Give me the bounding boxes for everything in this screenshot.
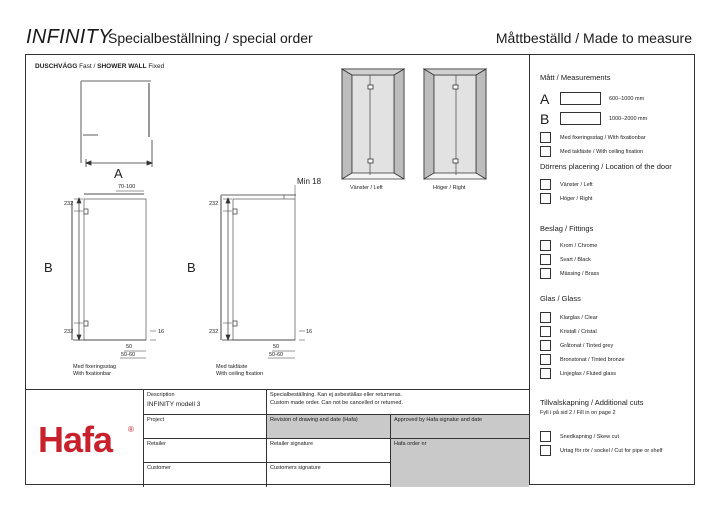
measure-b-letter: B: [540, 111, 550, 127]
order-form-frame: [25, 54, 695, 485]
label-b-right: B: [187, 260, 196, 275]
option-label: Höger / Right: [560, 195, 593, 202]
retailer-cell[interactable]: Retailer: [143, 438, 266, 462]
customer-signature-cell[interactable]: Customers signature: [266, 462, 390, 487]
dim-50-b: 50: [273, 344, 280, 350]
dim-232-b: 232: [64, 329, 74, 335]
option-label: Svart / Black: [560, 256, 591, 263]
perspective-left: [342, 69, 404, 179]
checkbox[interactable]: [540, 340, 551, 351]
cuts-heading: Tillvalskapning / Additional cuts: [540, 398, 644, 407]
special-note-en: Custom made order. Can not be cancelled or returned.: [270, 399, 403, 406]
checkbox[interactable]: [540, 254, 551, 265]
option-fluted[interactable]: [540, 368, 616, 379]
logo-wordmark: Hafa: [38, 420, 113, 458]
technical-drawings: [26, 55, 526, 389]
checkbox[interactable]: [540, 354, 551, 365]
special-note-sv: Specialbeställning. Kan ej avbeställas eller returneras.: [270, 392, 403, 398]
option-label: Med fixeringsstag / With fixationbar: [560, 134, 646, 141]
option-fixation-bar[interactable]: [540, 132, 646, 143]
label-a: A: [114, 166, 123, 181]
title-shower-wall: SHOWER WALL: [97, 63, 147, 70]
checkbox[interactable]: [540, 431, 551, 442]
option-tinted-bronze[interactable]: [540, 354, 625, 365]
checkbox[interactable]: [540, 312, 551, 323]
option-black[interactable]: [540, 254, 591, 265]
measurements-heading: Mått / Measurements: [540, 73, 611, 82]
option-label: Klarglas / Clear: [560, 314, 598, 321]
option-door-left[interactable]: [540, 179, 593, 190]
project-cell[interactable]: Project: [143, 414, 266, 438]
cuts-subheading: Fyll i på sid 2 / Fill in on page 2: [540, 410, 616, 416]
measure-b-input[interactable]: [560, 112, 601, 125]
dim-232-d: 232: [209, 329, 219, 335]
checkbox[interactable]: [540, 268, 551, 279]
door-heading: Dörrens placering / Location of the door: [540, 162, 672, 171]
dim-50-60-a: 50-60: [121, 352, 136, 358]
elevation-ceiling-fixation: [221, 185, 305, 358]
label-b-left: B: [44, 260, 53, 275]
dim-50-60-b: 50-60: [269, 352, 284, 358]
revision-cell[interactable]: Revision of drawing and date (Hafa): [266, 414, 390, 438]
description-label: Description: [147, 392, 175, 398]
option-label: Urtag för rör / sockel / Cut for pipe or shelf: [560, 447, 663, 454]
option-ceiling-fixation[interactable]: [540, 146, 643, 157]
view-left-label: Vänster / Left: [350, 185, 383, 191]
option-label: Snedkapning / Skew cut: [560, 433, 620, 440]
dim-70-100: 70-100: [118, 184, 136, 190]
plan-view: [81, 81, 152, 167]
elevation-fixation-bar: [72, 191, 156, 358]
checkbox[interactable]: [540, 240, 551, 251]
description-value: INFINITY modell 3: [147, 400, 201, 408]
panel-divider: [529, 55, 530, 484]
model-title: INFINITY: [26, 26, 112, 48]
option-label: Krom / Chrome: [560, 242, 598, 249]
description-cell: [143, 390, 266, 414]
options-panel: [538, 55, 688, 484]
option-cristal[interactable]: [540, 326, 597, 337]
dim-232-c: 232: [209, 201, 219, 207]
measure-a-letter: A: [540, 91, 550, 107]
option-label: Mässing / Brass: [560, 270, 600, 277]
option-clear[interactable]: [540, 312, 598, 323]
option-label: Vänster / Left: [560, 181, 593, 188]
checkbox[interactable]: [540, 193, 551, 204]
dim-50-a: 50: [126, 344, 133, 350]
hafa-order-cell[interactable]: Hafa order nr: [390, 438, 529, 487]
checkbox[interactable]: [540, 326, 551, 337]
dim-min-18: Min 18: [297, 177, 322, 186]
measure-a-range: 600–1000 mm: [609, 96, 645, 102]
caption-ceiling-fixation: [216, 364, 263, 379]
option-skew-cut[interactable]: [540, 431, 619, 442]
checkbox[interactable]: [540, 445, 551, 456]
retailer-signature-cell[interactable]: Retailer signature: [266, 438, 390, 462]
option-label: Med takfäste / With ceiling fixation: [560, 148, 644, 155]
option-label: Kristall / Cristal: [560, 328, 597, 335]
option-tinted-grey[interactable]: [540, 340, 613, 351]
checkbox[interactable]: [540, 179, 551, 190]
measure-b-range: 1000–2000 mm: [609, 116, 648, 122]
caption-fixation-bar-en: With fixationbar: [73, 371, 111, 378]
special-order-note: [266, 390, 529, 414]
page-subtitle: Specialbeställning / special order: [108, 30, 313, 46]
option-brass[interactable]: [540, 268, 599, 279]
dim-232-a: 232: [64, 201, 74, 207]
title-fast: Fast /: [79, 63, 96, 70]
title-fixed: Fixed: [148, 63, 165, 70]
option-label: Bronstonat / Tinted bronze: [560, 356, 625, 363]
caption-ceiling-sv: Med takfäste: [216, 364, 248, 370]
caption-fixation-bar: [73, 364, 116, 379]
option-chrome[interactable]: [540, 240, 597, 251]
info-table: [26, 389, 529, 486]
measure-a-input[interactable]: [560, 92, 601, 105]
registered-mark: ®: [128, 425, 134, 434]
customer-cell[interactable]: Customer: [143, 462, 266, 487]
checkbox[interactable]: [540, 146, 551, 157]
title-duschvagg: DUSCHVÄGG: [35, 63, 78, 70]
dim-16-b: 16: [306, 329, 313, 335]
dim-16-a: 16: [158, 329, 165, 335]
glass-heading: Glas / Glass: [540, 294, 581, 303]
checkbox[interactable]: [540, 132, 551, 143]
perspective-right: [424, 69, 486, 179]
checkbox[interactable]: [540, 368, 551, 379]
caption-fixation-bar-sv: Med fixeringsstag: [73, 364, 117, 370]
option-pipe-cut[interactable]: [540, 445, 662, 456]
hafa-logo: [36, 420, 136, 458]
view-right-label: Höger / Right: [433, 185, 466, 191]
caption-ceiling-en: With ceiling fixation: [216, 371, 264, 378]
made-to-measure-title: Måttbeställd / Made to measure: [495, 30, 692, 46]
option-label: Linjeglas / Fluted glass: [560, 370, 616, 377]
fittings-heading: Beslag / Fittings: [540, 224, 594, 233]
option-label: Gråtonat / Tinted grey: [560, 342, 614, 349]
option-door-right[interactable]: [540, 193, 592, 204]
approved-cell[interactable]: Approved by Hafa signatur and date: [390, 414, 529, 438]
